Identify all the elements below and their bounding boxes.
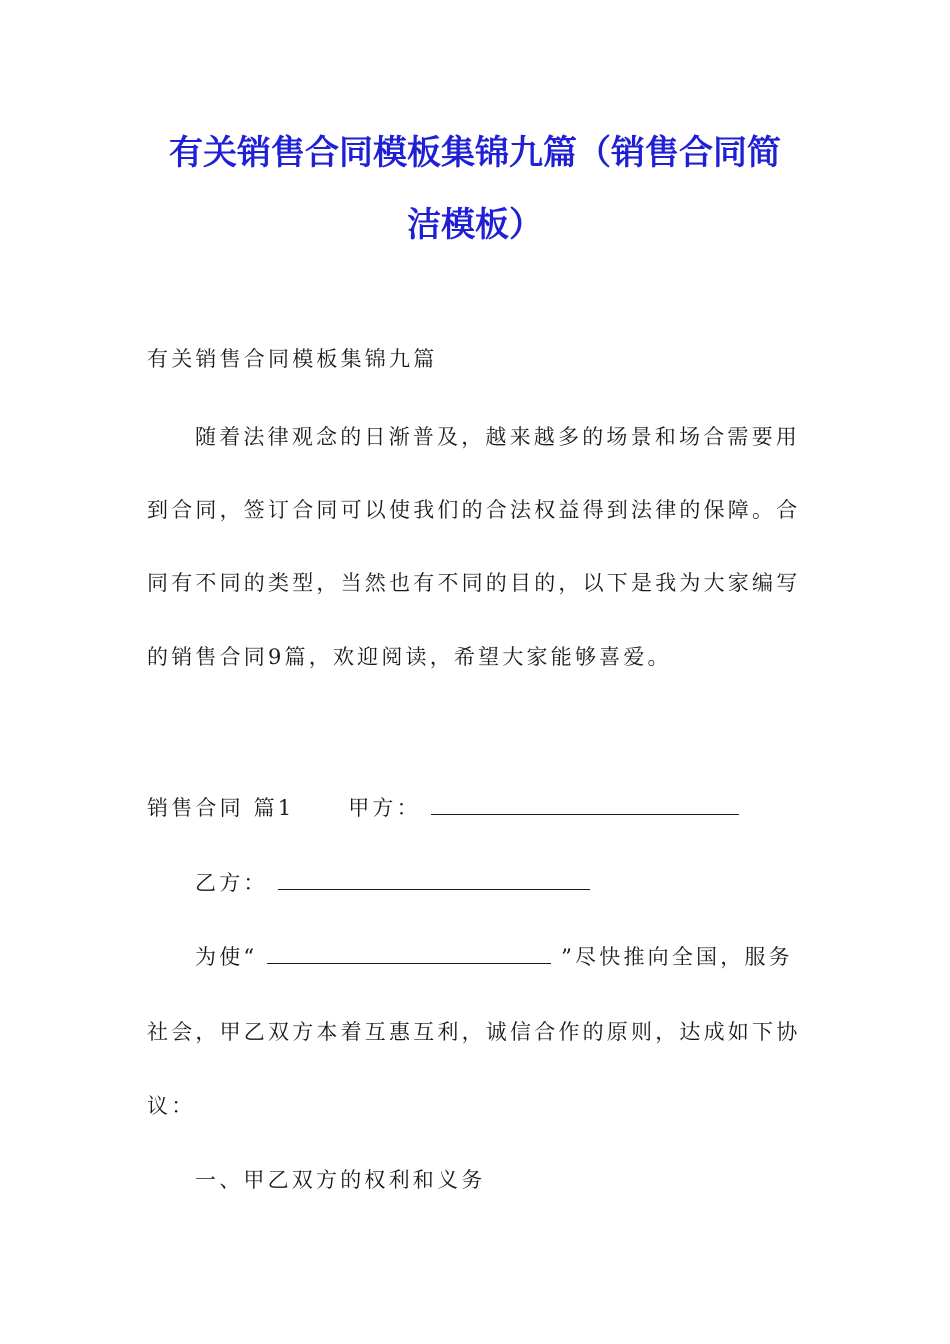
purpose-prefix: 为使“	[195, 945, 258, 969]
section-1-heading: 一、甲乙双方的权利和义务	[195, 1168, 486, 1192]
intro-line-4: 的销售合同9篇，欢迎阅读，希望大家能够喜爱。	[147, 645, 672, 669]
document-title-line1: 有关销售合同模板集锦九篇（销售合同简	[169, 133, 781, 173]
intro-line-1: 随着法律观念的日渐普及，越来越多的场景和场合需要用	[195, 425, 800, 449]
intro-line-2: 到合同，签订合同可以使我们的合法权益得到法律的保障。合	[147, 498, 801, 522]
contract-heading-row	[147, 794, 807, 822]
product-name-blank	[267, 943, 551, 964]
party-a-label: 甲方：	[348, 796, 421, 820]
party-b-label: 乙方：	[195, 871, 268, 895]
purpose-suffix: ”尽快推向全国，服务	[561, 945, 793, 969]
party-a-blank	[431, 794, 739, 815]
body-line-2: 社会，甲乙双方本着互惠互利，诚信合作的原则，达成如下协	[147, 1020, 801, 1044]
intro-line-3: 同有不同的类型，当然也有不同的目的，以下是我为大家编写	[147, 571, 801, 595]
body-line-3: 议：	[147, 1094, 196, 1118]
purpose-row	[195, 943, 855, 971]
document-title-line2: 洁模板）	[407, 205, 543, 245]
contract-heading: 销售合同 篇1	[147, 796, 295, 820]
party-b-blank	[278, 869, 590, 890]
party-b-row	[195, 869, 855, 897]
document-subtitle: 有关销售合同模板集锦九篇	[147, 347, 438, 371]
